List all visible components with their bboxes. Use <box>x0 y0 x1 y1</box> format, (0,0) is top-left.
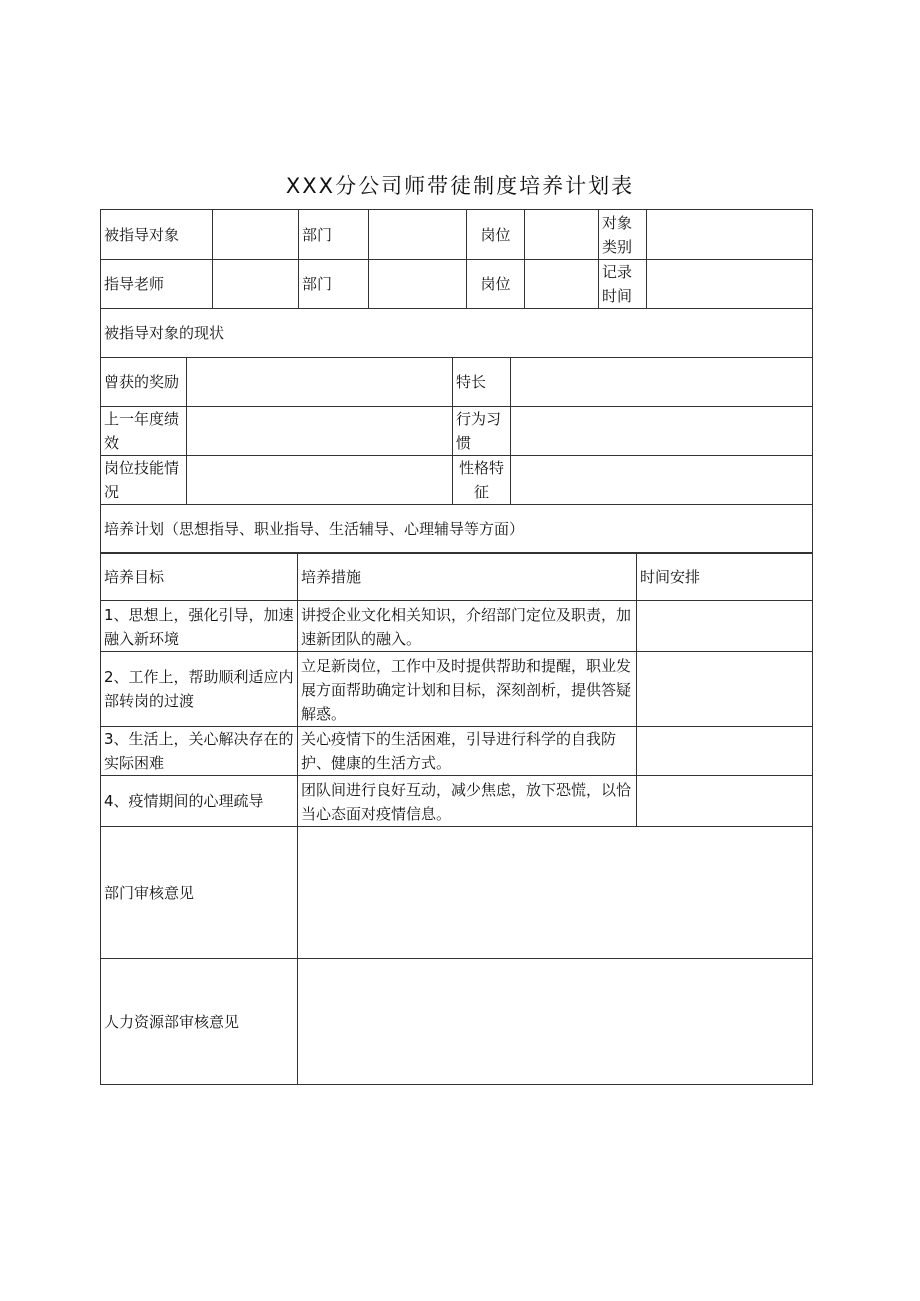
awards-label: 曾获的奖励 <box>101 358 187 407</box>
record-time-value[interactable] <box>647 260 813 309</box>
behavior-value[interactable] <box>511 407 813 456</box>
measure-header: 培养措施 <box>298 553 637 601</box>
plan-table <box>100 552 813 1085</box>
behavior-label: 行为习惯 <box>453 407 511 456</box>
character-value[interactable] <box>511 456 813 505</box>
hr-review-value[interactable] <box>298 959 813 1085</box>
status-table <box>100 357 813 554</box>
object-label: 被指导对象 <box>101 210 213 260</box>
plan-schedule[interactable] <box>637 776 813 827</box>
performance-label: 上一年度绩效 <box>101 407 187 456</box>
status-row <box>101 456 813 505</box>
plan-header-row <box>101 553 813 601</box>
plan-goal: 3、生活上，关心解决存在的实际困难 <box>101 727 298 776</box>
plan-row <box>101 652 813 727</box>
plan-measure: 团队间进行良好互动，减少焦虑，放下恐慌，以恰当心态面对疫情信息。 <box>298 776 637 827</box>
record-time-label: 记录时间 <box>599 260 647 309</box>
plan-row <box>101 601 813 652</box>
teacher-dept-value[interactable] <box>369 260 467 309</box>
teacher-value[interactable] <box>213 260 299 309</box>
plan-goal: 1、思想上，强化引导，加速融入新环境 <box>101 601 298 652</box>
hr-review-label: 人力资源部审核意见 <box>101 959 298 1085</box>
teacher-post-value[interactable] <box>525 260 599 309</box>
skills-label: 岗位技能情况 <box>101 456 187 505</box>
dept-review-value[interactable] <box>298 827 813 959</box>
plan-heading-row <box>101 505 813 554</box>
plan-goal: 4、疫情期间的心理疏导 <box>101 776 298 827</box>
status-row <box>101 407 813 456</box>
plan-measure: 关心疫情下的生活困难，引导进行科学的自我防护、健康的生活方式。 <box>298 727 637 776</box>
plan-schedule[interactable] <box>637 601 813 652</box>
dept-review-label: 部门审核意见 <box>101 827 298 959</box>
object-post-label: 岗位 <box>467 210 525 260</box>
status-row <box>101 358 813 407</box>
teacher-row <box>101 260 813 309</box>
plan-heading: 培养计划（思想指导、职业指导、生活辅导、心理辅导等方面） <box>101 505 813 554</box>
status-heading: 被指导对象的现状 <box>101 309 813 358</box>
dept-review-row <box>101 827 813 959</box>
object-dept-label: 部门 <box>299 210 369 260</box>
plan-goal: 2、工作上，帮助顺利适应内部转岗的过渡 <box>101 652 298 727</box>
performance-value[interactable] <box>187 407 453 456</box>
plan-measure: 讲授企业文化相关知识，介绍部门定位及职责，加速新团队的融入。 <box>298 601 637 652</box>
status-heading-row <box>101 309 813 358</box>
plan-schedule[interactable] <box>637 727 813 776</box>
info-table <box>100 209 813 358</box>
teacher-post-label: 岗位 <box>467 260 525 309</box>
specialty-value[interactable] <box>511 358 813 407</box>
plan-row <box>101 727 813 776</box>
schedule-header: 时间安排 <box>637 553 813 601</box>
object-type-label: 对象类别 <box>599 210 647 260</box>
plan-schedule[interactable] <box>637 652 813 727</box>
teacher-label: 指导老师 <box>101 260 213 309</box>
page-title: XXX分公司师带徒制度培养计划表 <box>285 174 635 198</box>
object-dept-value[interactable] <box>369 210 467 260</box>
hr-review-row <box>101 959 813 1085</box>
character-label: 性格特征 <box>453 456 511 505</box>
plan-row <box>101 776 813 827</box>
skills-value[interactable] <box>187 456 453 505</box>
object-row <box>101 210 813 260</box>
object-type-value[interactable] <box>647 210 813 260</box>
goal-header: 培养目标 <box>101 553 298 601</box>
object-value[interactable] <box>213 210 299 260</box>
plan-measure: 立足新岗位，工作中及时提供帮助和提醒，职业发展方面帮助确定计划和目标，深刻剖析，提供答疑解惑。 <box>298 652 637 727</box>
object-post-value[interactable] <box>525 210 599 260</box>
specialty-label: 特长 <box>453 358 511 407</box>
teacher-dept-label: 部门 <box>299 260 369 309</box>
awards-value[interactable] <box>187 358 453 407</box>
